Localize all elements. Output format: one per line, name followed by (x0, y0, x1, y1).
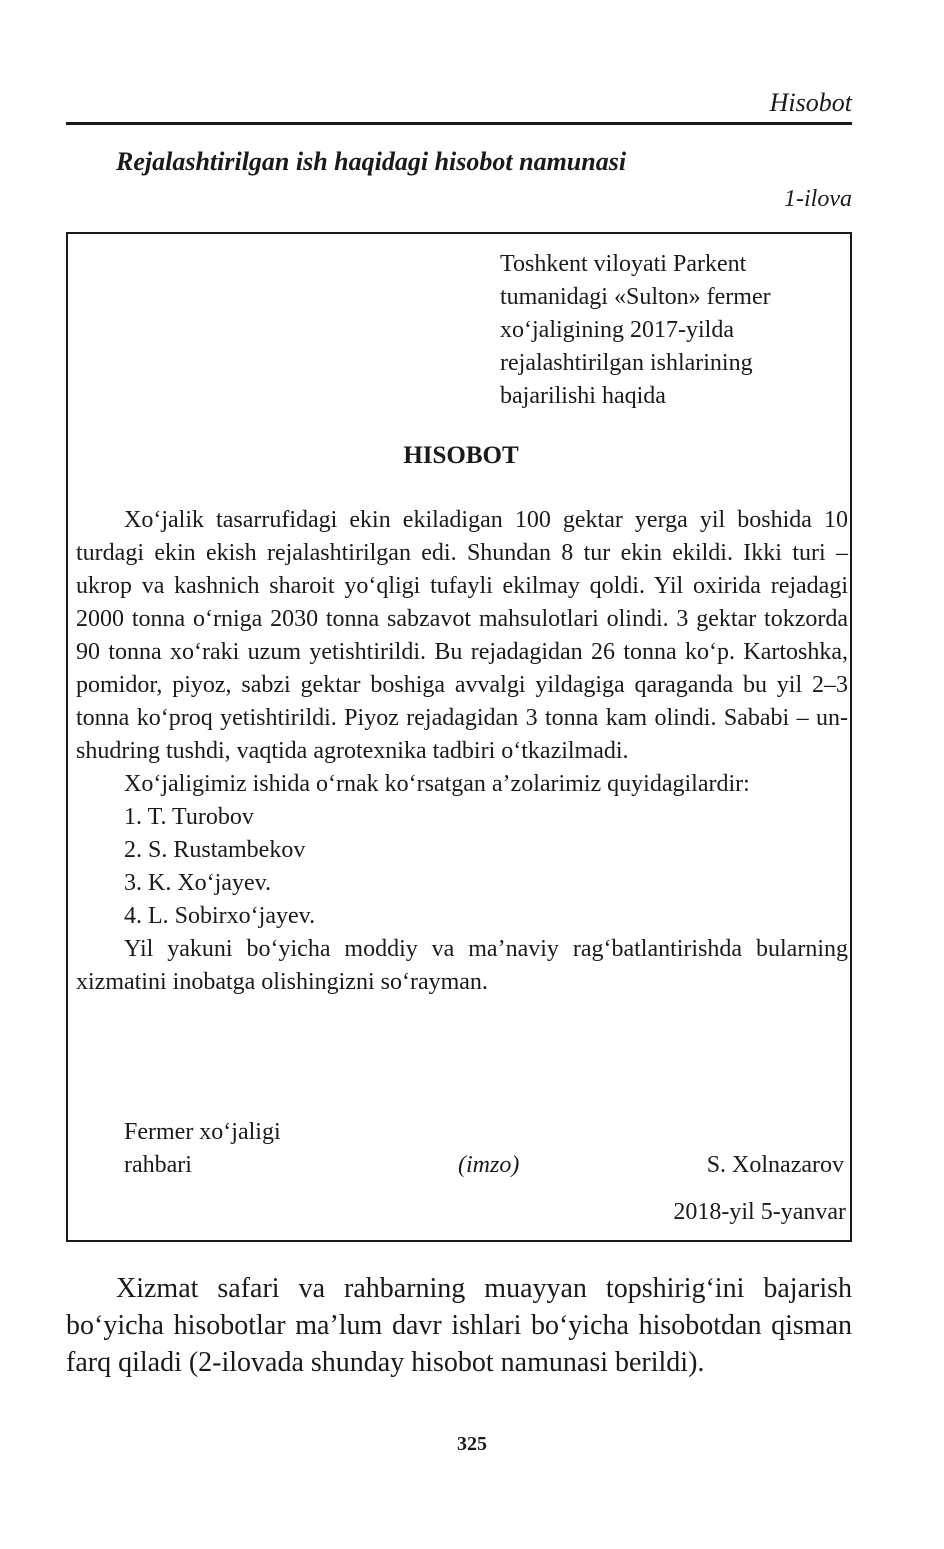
signer-position-cont: rahbari (124, 1152, 192, 1178)
addressee-line: xo‘jaligining 2017-yilda (500, 317, 734, 343)
report-frame (66, 232, 852, 1242)
member-list-item: 1. T. Turobov (124, 804, 254, 830)
document-title: Rejalashtirilgan ish haqidagi hisobot namunasi (116, 147, 627, 176)
report-paragraph: Xo‘jalik tasarrufidagi ekin ekiladigan 100 gektar yerga yil boshida 10 turdagi ekin ekish rejalashtirilgan edi. Shundan 8 tur ekin ekildi. Ikki turi – ukrop va kashnich sharoit yo‘qligi tufayli ekilmay qoldi. Yil oxirida rejadagi 2000 tonna o‘rniga 2030 tonna sabzavot mahsulotlari olindi. 3 gektar tokzorda 90 tonna xo‘raki uzum yetishtirildi. Bu rejadagidan 26 tonna ko‘p. Kartoshka, pomidor, piyoz, sabzi gektar boshiga avvalgi yildagiga qaraganda bu yil 2–3 tonna ko‘proq yetishtirildi. Piyoz rejadagidan 3 tonna kam olindi. Sababi – un-shudring tushdi, vaqtida agrotexnika tadbiri o‘tkazilmadi. (76, 507, 848, 764)
member-list-item: 2. S. Rustambekov (124, 837, 306, 863)
signature-block (124, 1116, 844, 1182)
header-divider (66, 122, 852, 125)
page-number: 325 (457, 1433, 487, 1455)
signer-name: S. Xolnazarov (706, 1152, 844, 1178)
member-list-item: 3. K. Xo‘jayev. (124, 870, 272, 896)
appendix-label: 1-ilova (784, 186, 852, 212)
addressee-line: rejalashtirilgan ishlarining (500, 350, 753, 376)
report-addressee (500, 248, 840, 413)
report-paragraph: Xo‘jaligimiz ishida o‘rnak ko‘rsatgan a’zolarimiz quyidagilardir: (124, 771, 750, 797)
signature-placeholder: (imzo) (458, 1152, 520, 1178)
addressee-line: Toshkent viloyati Parkent (500, 251, 747, 277)
report-body (76, 504, 848, 999)
report-date: 2018-yil 5-yanvar (673, 1199, 846, 1225)
body-paragraph: Xizmat safari va rahbarning muayyan topshirig‘ini bajarish bo‘yicha hisobotlar ma’lum davr ishlari bo‘yicha hisobotdan qisman farq qiladi (2-ilovada shunday hisobot namunasi berildi). (66, 1273, 852, 1378)
addressee-line: tumanidagi «Sulton» fermer (500, 284, 771, 310)
running-head: Hisobot (769, 88, 852, 117)
report-closing: Yil yakuni bo‘yicha moddiy va ma’naviy rag‘batlantirishda bularning xizmatini inobatga olishingizni so‘rayman. (76, 936, 848, 995)
signer-position: Fermer xo‘jaligi (124, 1119, 281, 1145)
member-list-item: 4. L. Sobirxo‘jayev. (124, 903, 316, 929)
report-heading: HISOBOT (403, 442, 519, 469)
addressee-line: bajarilishi haqida (500, 383, 666, 409)
